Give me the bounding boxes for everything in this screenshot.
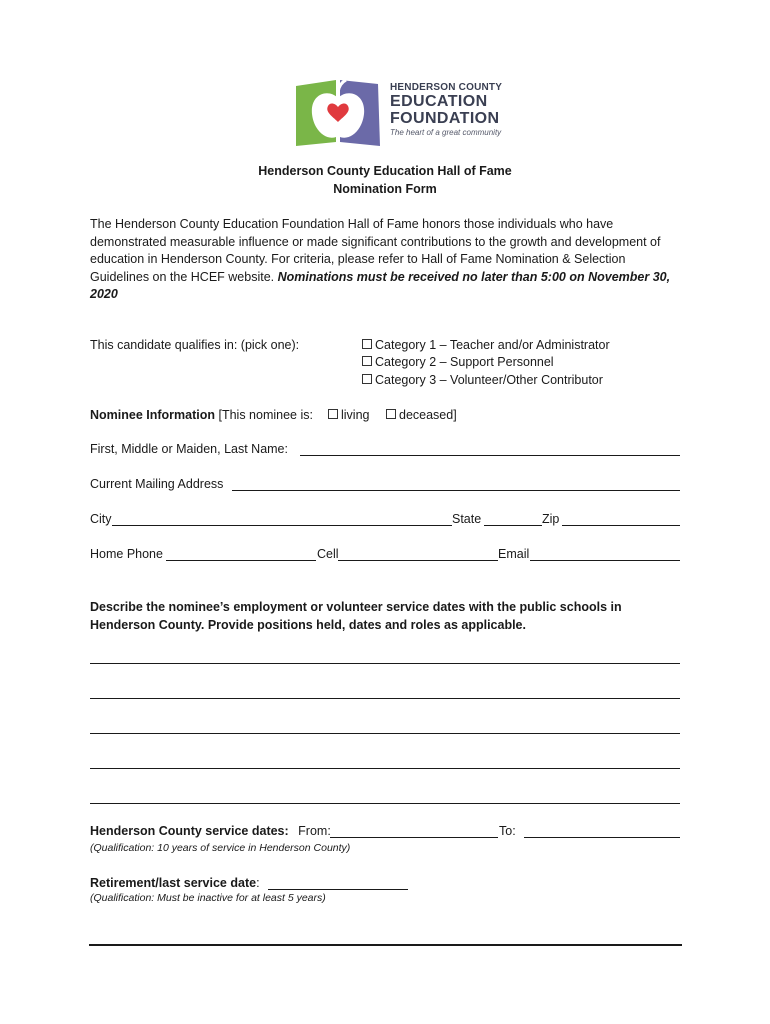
checkbox-icon[interactable] bbox=[362, 374, 372, 384]
hcef-logo bbox=[292, 76, 512, 148]
nominee-status-label: [This nominee is: bbox=[218, 408, 313, 422]
retirement-label-row: Retirement/last service date: bbox=[90, 876, 260, 890]
category-option-3[interactable]: Category 3 – Volunteer/Other Contributor bbox=[362, 373, 603, 387]
service-dates-label: Henderson County service dates: From: bbox=[90, 824, 331, 838]
describe-line-4[interactable] bbox=[90, 768, 680, 769]
intro-text: The Henderson County Education Foundation Hall of Fame honors those individuals who have demonstrated measurable influence or made significant contributions to the growth and development of education in Henderson County. For criteria, please refer to Hall of Fame Nomination & Selection Guidelines on the HCEF website. bbox=[90, 217, 661, 284]
status-deceased-option[interactable]: deceased] bbox=[386, 408, 457, 422]
checkbox-icon[interactable] bbox=[362, 356, 372, 366]
form-title: Henderson County Education Hall of Fame bbox=[258, 164, 512, 178]
nominee-heading: Nominee Information bbox=[90, 408, 216, 422]
logo-line-2: EDUCATION bbox=[390, 93, 488, 110]
category-label: This candidate qualifies in: (pick one): bbox=[90, 338, 300, 352]
checkbox-icon[interactable] bbox=[328, 409, 338, 419]
cell-field[interactable] bbox=[338, 560, 498, 561]
service-to-field[interactable] bbox=[524, 837, 680, 838]
state-label: State bbox=[452, 512, 482, 526]
checkbox-icon[interactable] bbox=[362, 339, 372, 349]
to-label: To: bbox=[499, 824, 516, 838]
email-label: Email bbox=[498, 547, 530, 561]
cell-label: Cell bbox=[317, 547, 339, 561]
logo-tagline: The heart of a great community bbox=[390, 128, 502, 137]
service-from-field[interactable] bbox=[330, 837, 498, 838]
city-field[interactable] bbox=[112, 525, 452, 526]
home-phone-field[interactable] bbox=[166, 560, 316, 561]
from-label: From: bbox=[298, 824, 331, 838]
deadline-text: Nominations must be received no later than 5:00 on November 30, 2020 bbox=[90, 269, 671, 301]
bottom-divider bbox=[89, 944, 682, 946]
describe-prompt: Describe the nominee’s employment or volunteer service dates with the public schools in Henderson County. Provide positions held, dates and roles as applicable. bbox=[90, 600, 622, 632]
retirement-label: Retirement/last service date bbox=[90, 876, 257, 890]
logo-line-3: FOUNDATION bbox=[390, 110, 500, 127]
logo-line-1: HENDERSON COUNTY bbox=[390, 82, 503, 93]
address-label: Current Mailing Address bbox=[90, 477, 224, 491]
home-phone-label: Home Phone bbox=[90, 547, 163, 561]
status-living-option[interactable]: living bbox=[328, 408, 370, 422]
zip-field[interactable] bbox=[562, 525, 680, 526]
describe-line-1[interactable] bbox=[90, 663, 680, 664]
describe-line-2[interactable] bbox=[90, 698, 680, 699]
email-field[interactable] bbox=[530, 560, 680, 561]
describe-line-3[interactable] bbox=[90, 733, 680, 734]
retirement-date-field[interactable] bbox=[268, 889, 408, 890]
category-option-1[interactable]: Category 1 – Teacher and/or Administrator bbox=[362, 338, 610, 352]
name-field[interactable] bbox=[300, 455, 680, 456]
address-field[interactable] bbox=[232, 490, 680, 491]
intro-paragraph bbox=[90, 216, 686, 304]
form-subtitle: Nomination Form bbox=[333, 182, 437, 196]
retirement-qualification: (Qualification: Must be inactive for at least 5 years) bbox=[90, 892, 326, 904]
service-qualification: (Qualification: 10 years of service in Henderson County) bbox=[90, 842, 351, 854]
checkbox-icon[interactable] bbox=[386, 409, 396, 419]
describe-line-5[interactable] bbox=[90, 803, 680, 804]
nominee-info-row bbox=[90, 408, 313, 422]
state-field[interactable] bbox=[484, 525, 542, 526]
city-label: City bbox=[90, 512, 112, 526]
name-label: First, Middle or Maiden, Last Name: bbox=[90, 442, 288, 456]
zip-label: Zip bbox=[542, 512, 560, 526]
apple-book-icon bbox=[292, 76, 384, 148]
category-option-2[interactable]: Category 2 – Support Personnel bbox=[362, 355, 554, 369]
